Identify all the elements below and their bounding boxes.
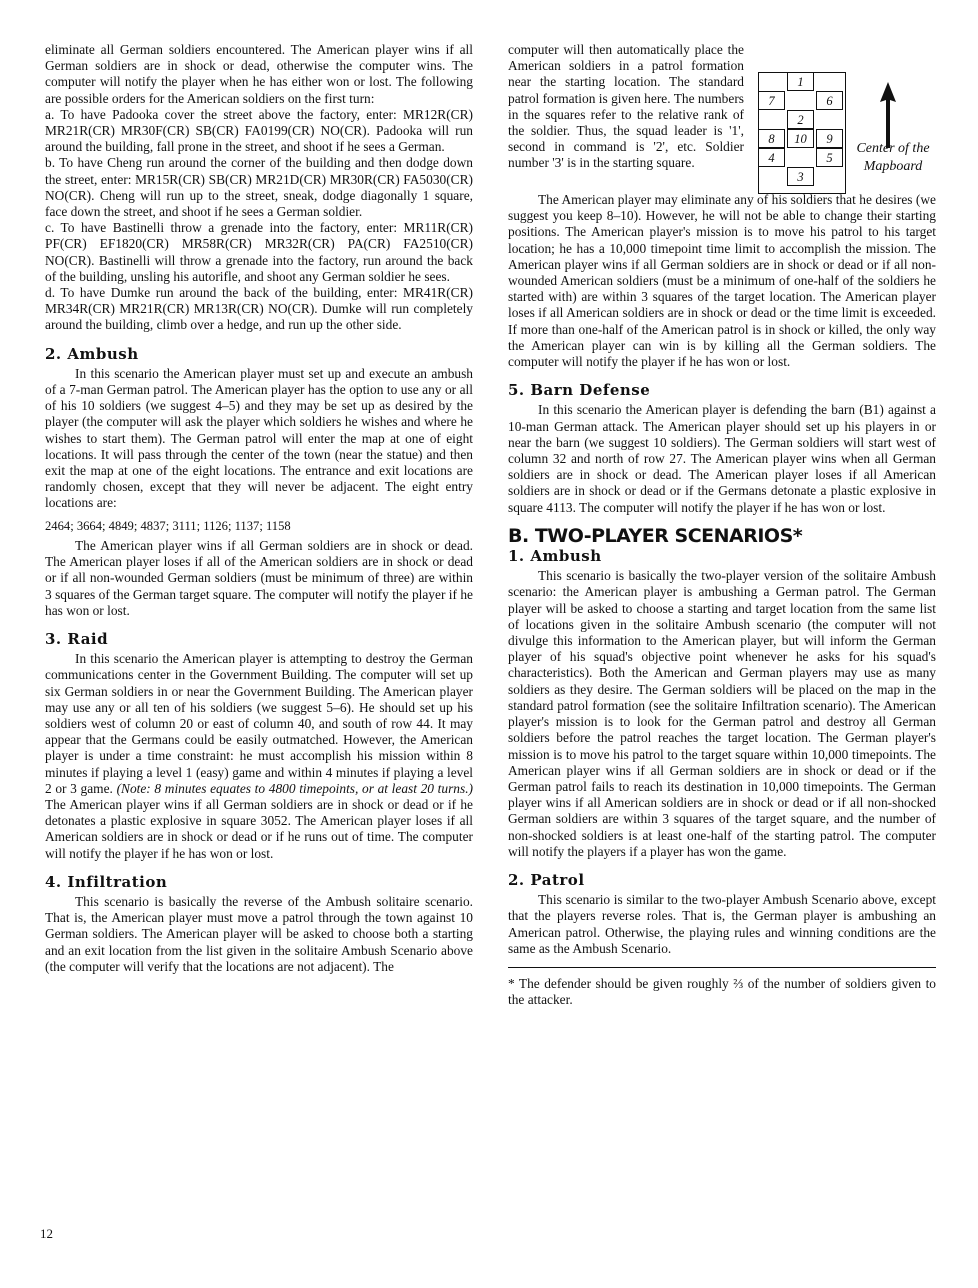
- footnote-divider: [508, 967, 936, 968]
- raid-text-2: The American player wins if all German soldiers are in shock or dead or if he detonates a plastic explosive in square 3052. The American player loses if all American soldiers are in shock or dead or if he runs out of time. The computer will notify the player if he has won or lost.: [45, 796, 473, 861]
- rank-cell: 4: [758, 148, 785, 167]
- rank-cell: 1: [787, 72, 814, 91]
- up-arrow-icon: [878, 82, 898, 148]
- page-number: 12: [40, 1226, 53, 1241]
- center-of-mapboard-label: Center of the Mapboard: [856, 141, 930, 174]
- infiltration-paragraph-2: The American player may eliminate any of his soldiers that he desires (we suggest you keep 8–10). However, he will not be able to change their starting positions. The American player's mission is to move his patrol to his target location; he has a 10,000 timepoint time limit to accomplish the mission. The American player wins if all German soldiers are in shock or dead or if all non-wounded American soldiers (must be a minimum of one-half of the soldiers he started with) are within 3 squares of the target location. The American player loses if all American soldiers are in shock or dead or the time limit is exceeded. If more than one-half of the American patrol is in shock or killed, the only way the American player can win is by killing all the German soldiers. The computer will notify the player if he has won or lost.: [508, 192, 936, 370]
- barn-defense-paragraph: In this scenario the American player is defending the barn (B1) against a 10-man German attack. The American player should set up his players in or near the barn (we suggest 10 soldiers). The German soldiers will start west of column 32 and north of row 27. The American player wins when all German soldiers are in shock or dead. The American player loses if all American soldiers are in shock or dead or if the Germans detonate a plastic explosive in square 4113. The computer will notify the player if he has won or lost.: [508, 402, 936, 515]
- rank-cell: 2: [787, 110, 814, 129]
- barn-defense-heading: 5. Barn Defense: [508, 381, 651, 400]
- raid-heading: 3. Raid: [45, 629, 109, 648]
- rank-cell: 9: [816, 129, 843, 148]
- rank-cell: 3: [787, 167, 814, 186]
- ambush-locations: 2464; 3664; 4849; 4837; 3111; 1126; 1137; 1158: [45, 518, 291, 533]
- two-player-ambush-paragraph: This scenario is basically the two-player version of the solitaire Ambush scenario: the American player is ambushing a German patrol. The German player will be asked to choose a starting and target location from the same list of locations given in the solitaire Ambush scenario (the computer will not divulge this information to the American player, but will inform the German player of his squad's objective point whenever he asks for his squad's characteristics). Both the American and German players may use as many soldiers as they desire. The German soldiers will be placed on the map in the standard patrol formation (see the solitaire Infiltration scenario). The American player's mission is to look for the German patrol and destroy all German soldiers before the patrol reaches the target location. The German player's mission is to move his patrol to the target square within 10,000 timepoints. The American player wins if all German soldiers are in shock or dead or if the German patrol fails to reach its destination in 10,000 timepoints. The German player wins if all American soldiers are in shock or dead or if all non-shocked German soldiers are within 3 squares of the target square, and the number of non-shocked soldiers is at least one-half of the starting patrol. The computer will notify the players if a player has won the game.: [508, 568, 936, 859]
- rank-cell: 6: [816, 91, 843, 110]
- order-b: b. To have Cheng run around the corner of the building and then dodge down the street, enter: MR15R(CR) SB(CR) MR21D(CR) MR30R(CR) FA5030(CR) NO(CR). Cheng will run up to the street, sneak, dodge diagonally 1 square, face down the street, and shoot if he sees a German soldier.: [45, 155, 473, 220]
- order-d: d. To have Dumke run around the back of the building, enter: MR41R(CR) MR34R(CR) MR21R(CR) MR13R(CR) NO(CR). Dumke will run completely around the building, climb over a hedge, and run up the other side.: [45, 285, 473, 333]
- infiltration-paragraph-1: This scenario is basically the reverse of the Ambush solitaire scenario. That is, the American player must move a patrol through the town against 10 German soldiers. The American player will be asked to choose both a starting and an exit location from the list given in the solitaire Ambush Scenario above (the computer will verify that the locations are not adjacent). The: [45, 893, 473, 974]
- patrol-paragraph: This scenario is similar to the two-player Ambush Scenario above, except that the players reverse roles. That is, the German player is ambushing an American patrol. Otherwise, the playing rules and winning conditions are the same as the Ambush Scenario.: [508, 892, 936, 956]
- patrol-formation-diagram: [758, 68, 844, 192]
- footnote: * The defender should be given roughly ⅔ of the number of soldiers given to the attacker.: [508, 975, 936, 1008]
- infiltration-heading: 4. Infiltration: [45, 872, 168, 891]
- rank-cell: 5: [816, 148, 843, 167]
- order-c: c. To have Bastinelli throw a grenade into the factory, enter: MR11R(CR) PF(CR) EF1820(CR) MR58R(CR) MR32R(CR) PA(CR) FA2510(CR) NO(CR). Bastinelli will throw a grenade into the factory, run around the back of the building, unsling his autorifle, and shoot any German soldier he sees.: [45, 220, 473, 284]
- order-a: a. To have Padooka cover the street above the factory, enter: MR12R(CR) MR21R(CR) MR30F(CR) SB(CR) FA0199(CR) NO(CR). Padooka will run around the building, fall prone in the street, and shoot if he sees a German.: [45, 106, 473, 155]
- section-b-heading: B. TWO-PLAYER SCENARIOS*: [508, 524, 803, 547]
- two-player-ambush-heading: 1. Ambush: [508, 547, 602, 566]
- ambush-heading: 2. Ambush: [45, 344, 139, 363]
- rank-cell: 10: [787, 129, 814, 148]
- right-column: [508, 42, 936, 1008]
- left-column: [45, 42, 473, 975]
- raid-note: (Note: 8 minutes equates to 4800 timepoints, or at least 20 turns.): [116, 780, 474, 796]
- rank-cell: 7: [758, 91, 785, 110]
- raid-text: In this scenario the American player is attempting to destroy the German communications center in the Government Building. The computer will set up six German soldiers in or near the Government Building. The American player may use any or all ten of his soldiers (we suggest 5–6). He should set up his soldiers west of column 20 or east of column 40, and south of row 44. It may appear that the Germans could be easily outmatched. However, the American player is under a time constraint: he must accomplish his mission within 8 minutes if playing a level 1 (easy) game and within 4 minutes if playing a level 2 or 3 game.: [45, 651, 473, 796]
- ambush-paragraph-1: In this scenario the American player must set up and execute an ambush of a 7-man German patrol. The American player has the option to use any or all of his 10 soldiers (we suggest 4–5) and they may be set up as desired by the player (the computer will ask the player which soldiers he wishes and where he wishes to start them). The German patrol will enter the map at one of eight locations. It will pass through the center of the town (near the statue) and then exit the map at one of the eight locations. The entrance and exit locations are randomly chosen, except that they will never be adjacent. The eight entry locations are:: [45, 365, 473, 511]
- raid-paragraph-1: [45, 651, 473, 862]
- diagram-text: computer will then automatically place the American soldiers in a patrol formation near the starting location. The standard patrol formation is given here. The numbers in the squares refer to the relative rank of the soldier. Thus, the squad leader is '1', second in command is '2', etc. Soldier number '3' is in the starting square.: [508, 42, 744, 171]
- rank-cell: 8: [758, 129, 785, 148]
- ambush-paragraph-2: The American player wins if all German soldiers are in shock or dead. The American player loses if all of the American soldiers are in shock or dead or if all non-wounded German soldiers (must be minimum of three) are within 3 squares of the German target square. The computer will notify the player if he has won or lost.: [45, 537, 473, 618]
- intro-paragraph: eliminate all German soldiers encountered. The American player wins if all German soldiers are in shock or dead, otherwise the computer wins. The computer will notify the player when he has either won or lost. The following are possible orders for the American soldiers on the first turn:: [45, 42, 473, 106]
- patrol-formation-section: [508, 42, 936, 186]
- patrol-heading: 2. Patrol: [508, 870, 585, 889]
